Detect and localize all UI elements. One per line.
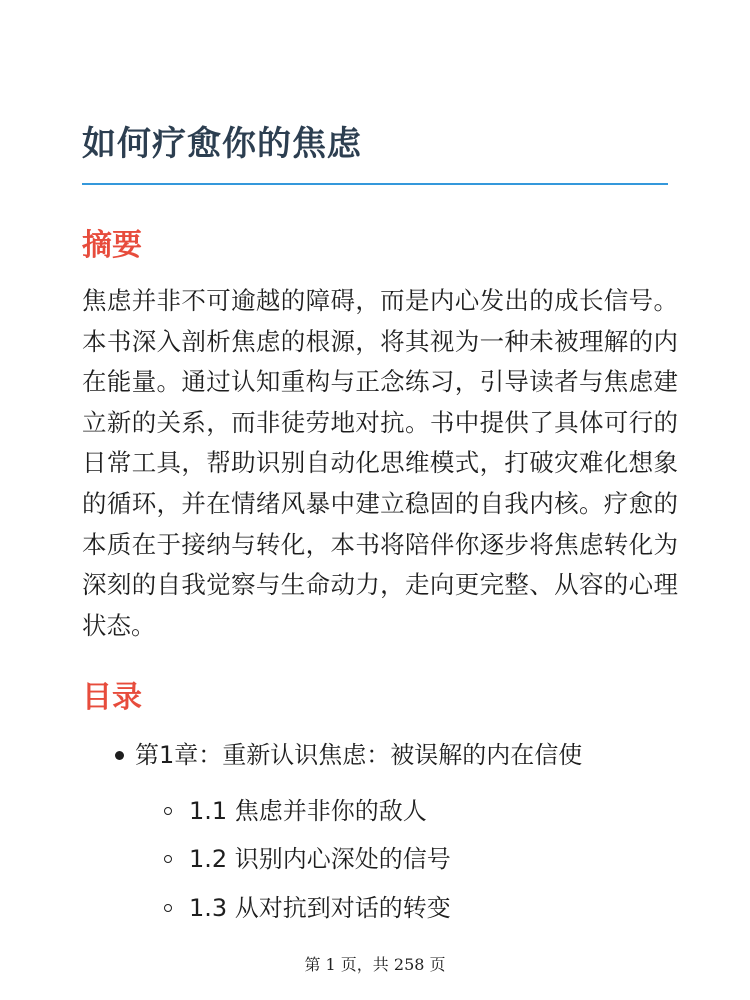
title-divider [82,183,668,185]
bullet-circle-icon [164,904,172,912]
toc-section-1-3[interactable]: 1.3 从对抗到对话的转变 [189,894,451,922]
toc-section-1-2[interactable]: 1.2 识别内心深处的信号 [189,845,451,873]
abstract-heading: 摘要 [82,228,142,263]
toc-chapter-1[interactable]: 第1章：重新认识焦虑：被误解的内在信使 [135,741,583,769]
bullet-disc-icon [115,751,124,760]
document-title: 如何疗愈你的焦虑 [82,124,362,164]
bullet-circle-icon [164,855,172,863]
toc-section-1-1[interactable]: 1.1 焦虑并非你的敌人 [189,797,427,825]
toc-heading: 目录 [82,680,142,715]
bullet-circle-icon [164,807,172,815]
page-number-footer: 第 1 页，共 258 页 [304,955,446,974]
abstract-body: 焦虑并非不可逾越的障碍，而是内心发出的成长信号。本书深入剖析焦虑的根源，将其视为一种未被理解的内在能量。通过认知重构与正念练习，引导读者与焦虑建立新的关系，而非徒劳地对抗。书中提供了具体可行的日常工具，帮助识别自动化思维模式，打破灾难化想象的循环，并在情绪风暴中建立稳固的自我内核。疗愈的本质在于接纳与转化，本书将陪伴你逐步将焦虑转化为深刻的自我觉察与生命动力，走向更完整、从容的心理状态。 [82,286,678,640]
